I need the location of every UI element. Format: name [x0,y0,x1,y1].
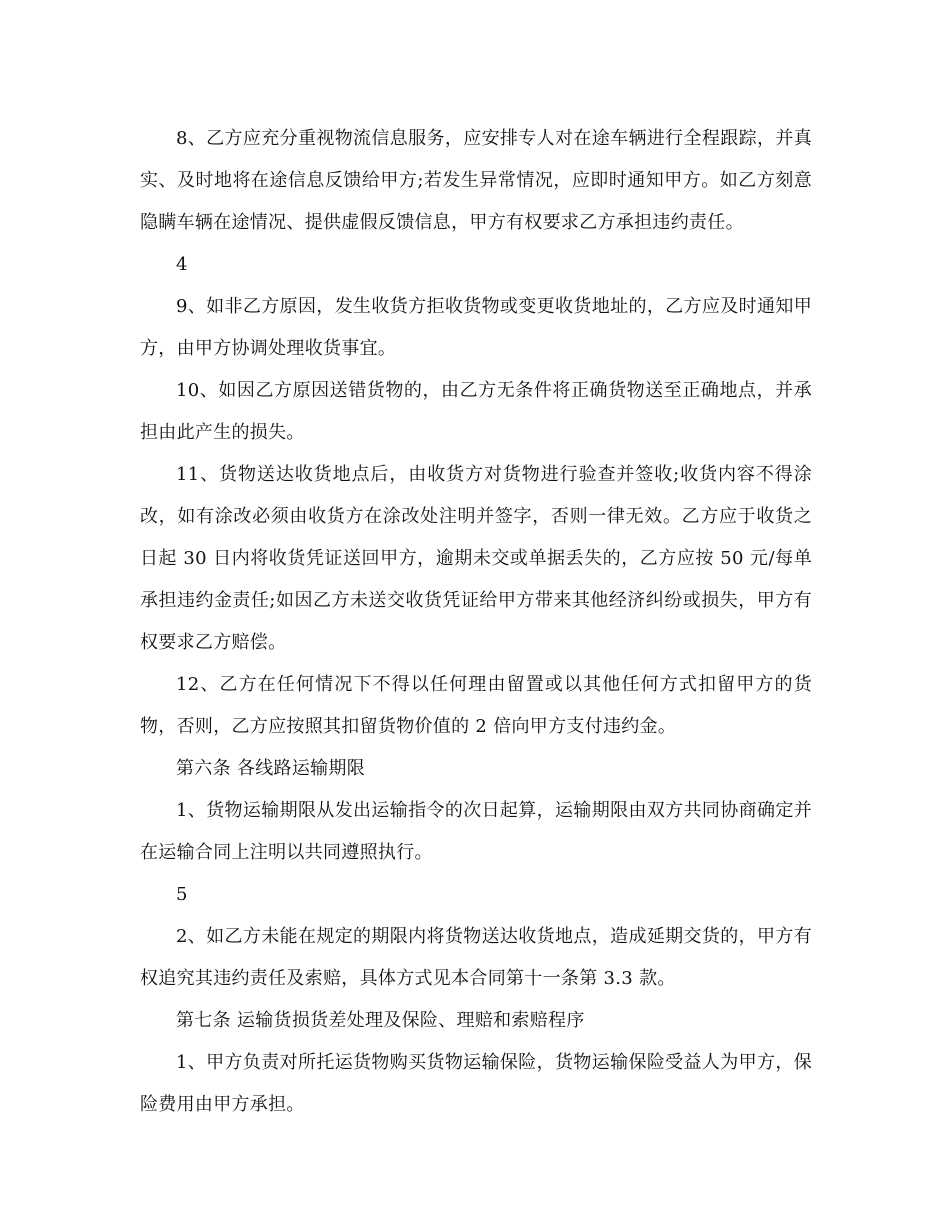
clause-8-paragraph: 8、乙方应充分重视物流信息服务，应安排专人对在途车辆进行全程跟踪，并真实、及时地将在途信息反馈给甲方;若发生异常情况，应即时通知甲方。如乙方刻意隐瞒车辆在途情况、提供虚假反馈信息，甲方有权要求乙方承担违约责任。 [140,128,812,233]
article-7-item-1: 1、甲方负责对所托运货物购买货物运输保险，货物运输保险受益人为甲方，保险费用由甲方承担。 [140,1052,812,1115]
article-6-item-2: 2、如乙方未能在规定的期限内将货物送达收货地点，造成延期交货的，甲方有权追究其违约责任及索赔，具体方式见本合同第十一条第 3.3 款。 [140,926,812,989]
document-body [140,118,812,1126]
clause-9-paragraph: 9、如非乙方原因，发生收货方拒收货物或变更收货地址的，乙方应及时通知甲方，由甲方协调处理收货事宜。 [140,296,812,359]
page-number: 5 [176,884,188,905]
article-6-item-1: 1、货物运输期限从发出运输指令的次日起算，运输期限由双方共同协商确定并在运输合同上注明以共同遵照执行。 [140,800,812,863]
clause-11-paragraph: 11、货物送达收货地点后，由收货方对货物进行验查并签收;收货内容不得涂改，如有涂改必须由收货方在涂改处注明并签字，否则一律无效。乙方应于收货之日起 30 日内将收货凭证送回甲方，逾期未交或单据丢失的，乙方应按 50 元/每单承担违约金责任;如因乙方未送交收货凭证给甲方带来其他经济纠纷或损失，甲方有权要求乙方赔偿。 [140,464,812,653]
article-7-heading: 第七条 运输货损货差处理及保险、理赔和索赔程序 [176,1010,585,1031]
page-number: 4 [176,254,188,275]
clause-10-paragraph: 10、如因乙方原因送错货物的，由乙方无条件将正确货物送至正确地点，并承担由此产生的损失。 [140,380,812,443]
article-6-heading: 第六条 各线路运输期限 [176,758,366,779]
clause-12-paragraph: 12、乙方在任何情况下不得以任何理由留置或以其他任何方式扣留甲方的货物，否则，乙方应按照其扣留货物价值的 2 倍向甲方支付违约金。 [140,674,812,737]
